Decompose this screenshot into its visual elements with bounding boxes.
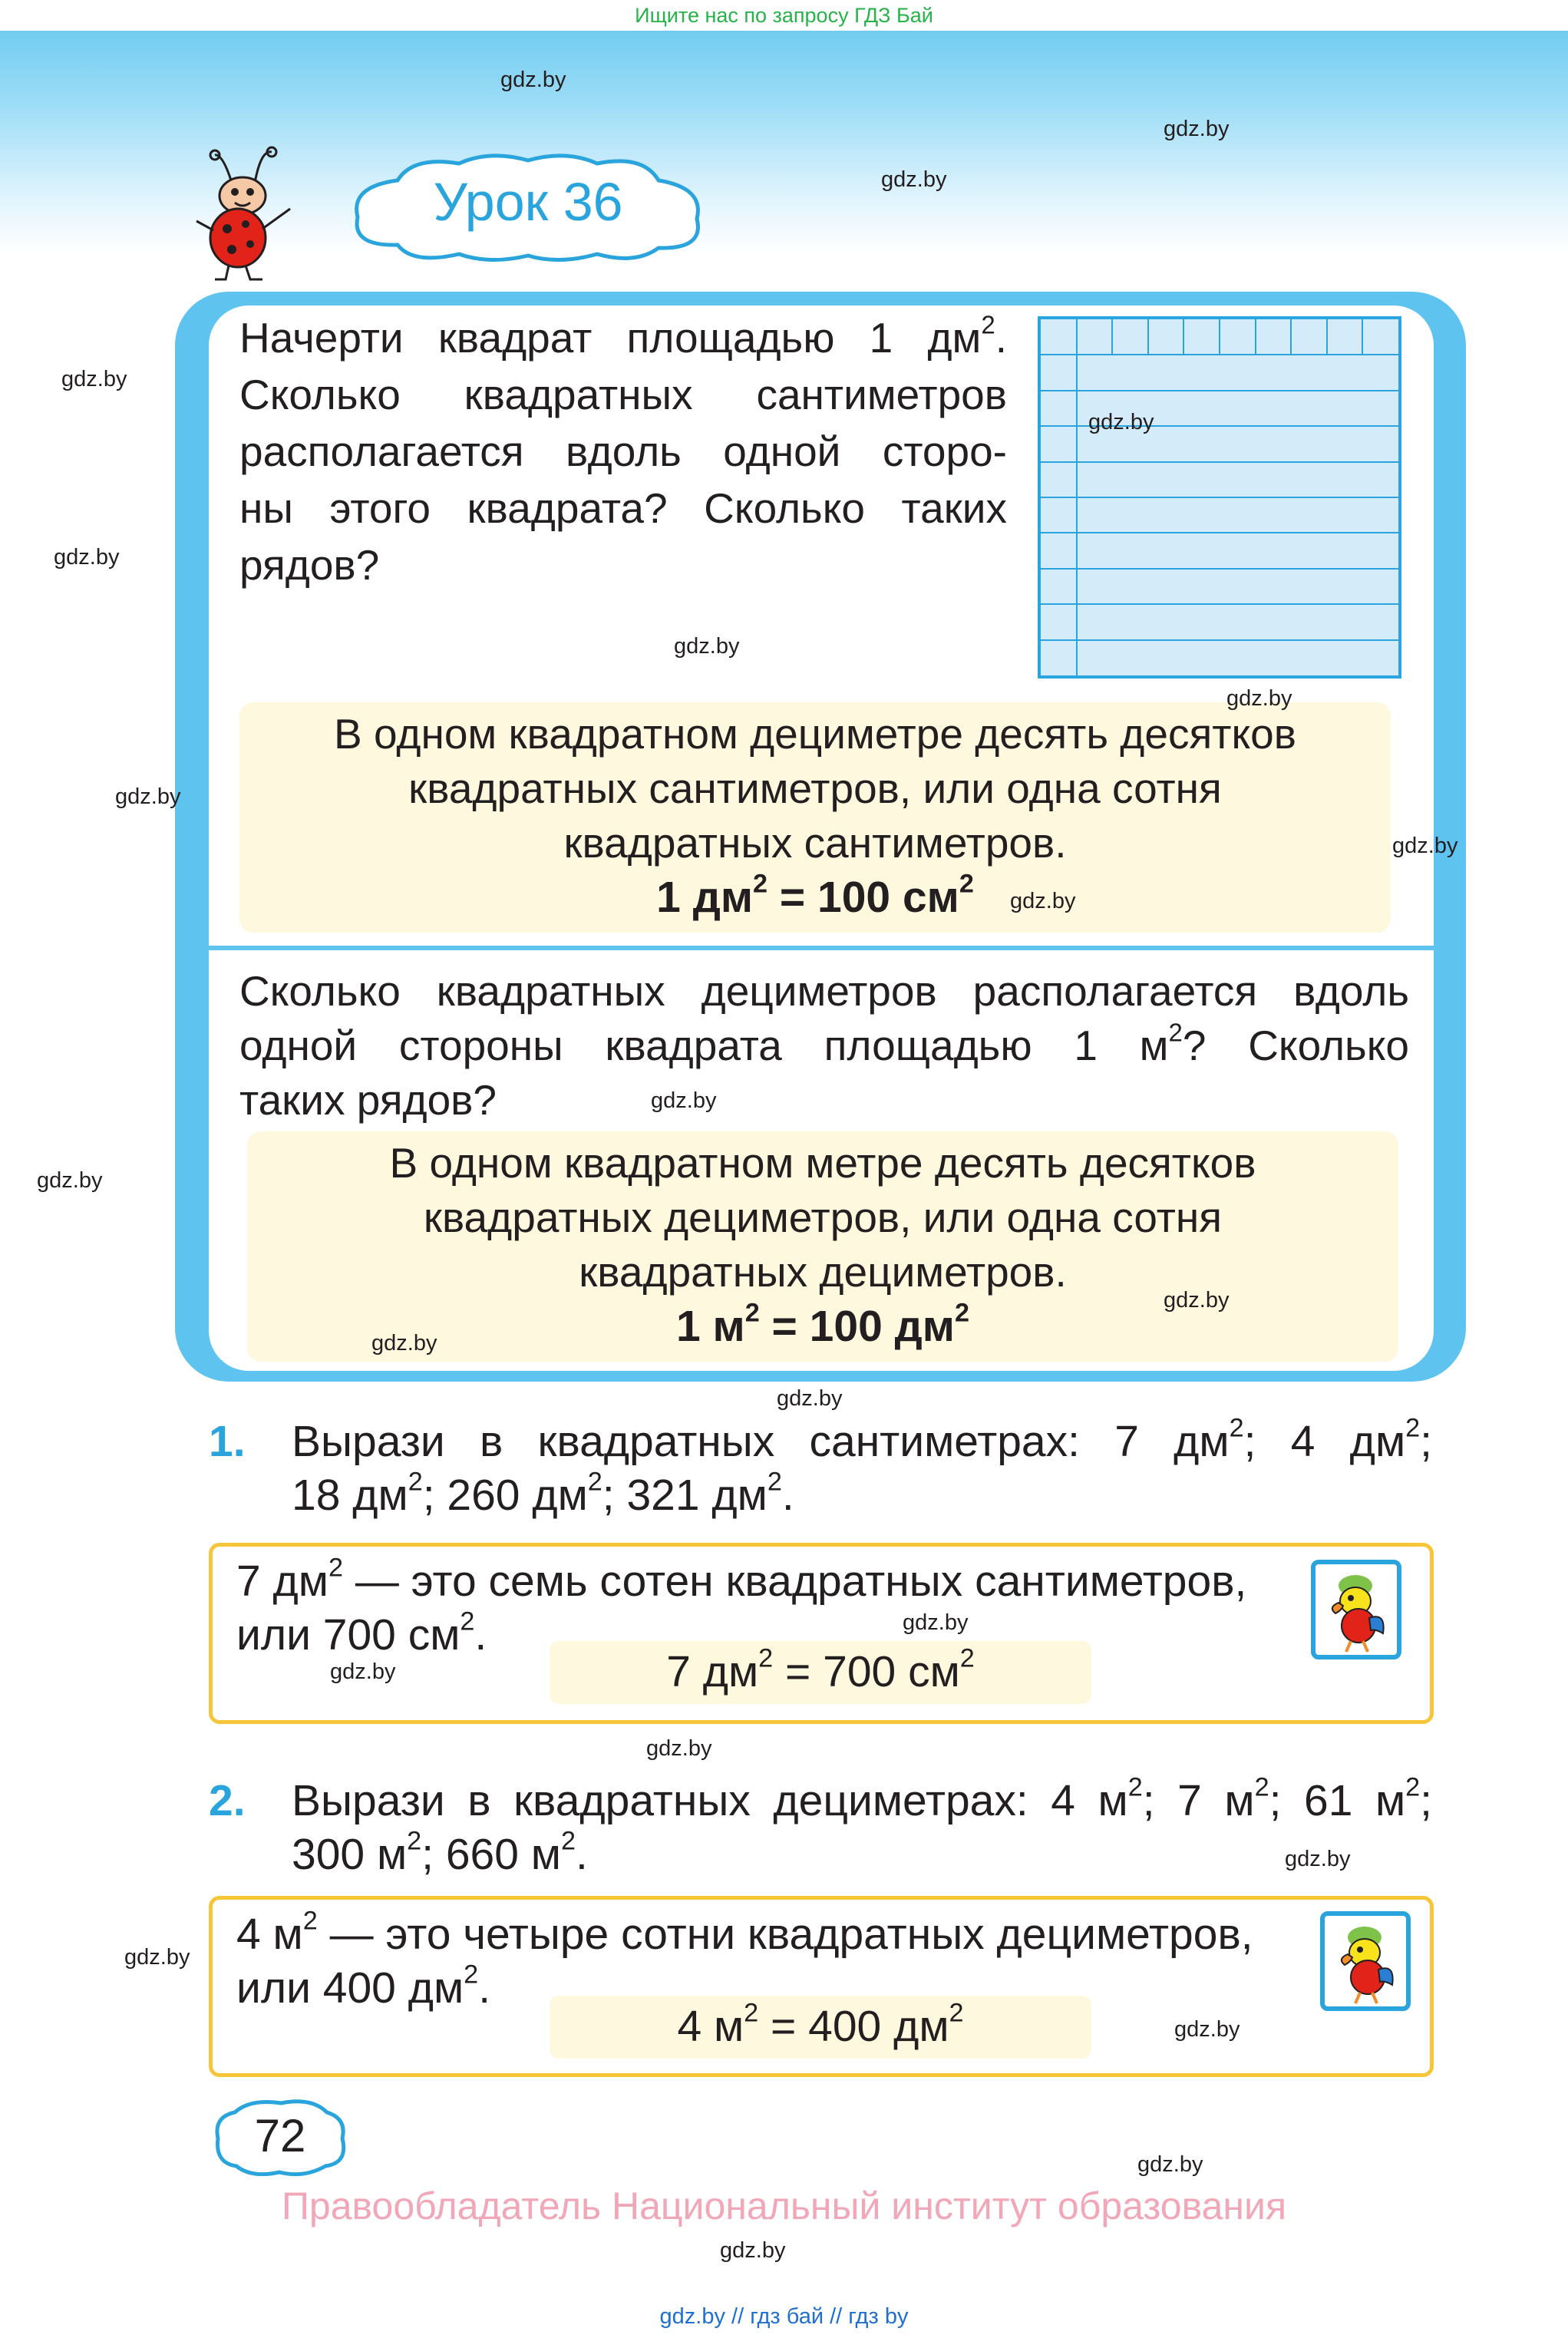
rule-box-2 xyxy=(247,1131,1398,1362)
question-1-line-1: Начерти квадрат площадью 1 $дм^2$. xyxy=(239,310,1007,362)
task-1-text xyxy=(292,1415,1432,1522)
watermark: gdz.by xyxy=(1137,2152,1203,2177)
watermark: gdz.by xyxy=(61,367,127,391)
ladybug-mascot-icon xyxy=(192,138,299,284)
task-1-example-line-2: или 700 $см^2$. xyxy=(236,1607,487,1659)
lesson-title-cloud xyxy=(344,150,712,265)
watermark: gdz.by xyxy=(651,1088,717,1113)
watermark: gdz.by xyxy=(115,784,181,809)
watermark: gdz.by xyxy=(674,634,740,659)
task-2-example-formula: 4 $м^2 = 400$ $дм^2$ xyxy=(550,1996,1091,2059)
task-2-number: 2. xyxy=(209,1776,246,1825)
task-2-example-line-2: или 400 $дм^2$. xyxy=(236,1960,491,2013)
theory-question-2 xyxy=(239,964,1409,1128)
task-2-example-line-1: 4 $м^2$ — это четыре сотни квадратных дециметров, xyxy=(236,1906,1253,1959)
task-1-example-line-1: 7 $дм^2$ — это семь сотен квадратных сантиметров, xyxy=(236,1553,1247,1606)
rule-2-line-2: квадратных дециметров, или одна сотня xyxy=(423,1194,1223,1241)
watermark: gdz.by xyxy=(500,68,566,92)
watermark: gdz.by xyxy=(777,1386,843,1411)
question-1-line-2: Сколько квадратных сантиметров xyxy=(239,371,1007,418)
task-1-line-2: 18 $дм^2$; 260 $дм^2$; 321 $дм^2$. xyxy=(292,1467,794,1520)
watermark: gdz.by xyxy=(1285,1847,1351,1871)
watermark: gdz.by xyxy=(37,1168,103,1193)
rule-2-line-1: В одном квадратном метре десять десятков xyxy=(389,1139,1256,1187)
watermark: gdz.by xyxy=(1226,686,1292,711)
watermark: gdz.by xyxy=(903,1610,969,1635)
watermark: gdz.by xyxy=(881,167,947,192)
question-1-line-4: ны этого квадрата? Сколько таких xyxy=(239,484,1007,532)
watermark: gdz.by xyxy=(1174,2017,1240,2042)
task-1-number: 1. xyxy=(209,1417,246,1466)
formula-1: 1 $дм^2 = 100$ $см^2$ xyxy=(656,869,974,922)
watermark: gdz.by xyxy=(720,2238,786,2263)
grid-lines xyxy=(1041,319,1398,675)
theory-divider xyxy=(209,946,1434,950)
task-1-line-1: Вырази в квадратных сантиметрах: 7 $дм^2$; 4 $дм^2$; xyxy=(292,1413,1432,1466)
watermark: gdz.by xyxy=(1392,834,1458,858)
watermark: gdz.by xyxy=(371,1331,437,1356)
task-1-example-formula: 7 $дм^2 = 700$ $см^2$ xyxy=(550,1641,1091,1704)
task-2-text xyxy=(292,1774,1432,1881)
formula-2: 1 $м^2 = 100$ $дм^2$ xyxy=(676,1298,969,1351)
watermark: gdz.by xyxy=(330,1659,396,1684)
question-1-line-5: рядов? xyxy=(239,541,380,589)
question-2-line-1: Сколько квадратных дециметров располагается вдоль xyxy=(239,967,1409,1015)
question-1-line-3: располагается вдоль одной сторо- xyxy=(239,428,1007,475)
rule-1-line-1: В одном квадратном дециметре десять десятков xyxy=(334,710,1296,758)
question-2-line-2: одной стороны квадрата площадью 1 $м^2$? Сколько xyxy=(239,1018,1409,1069)
footer-links[interactable]: gdz.by // гдз бай // гдз by xyxy=(659,2304,909,2329)
task-2-line-2: 300 $м^2$; 660 $м^2$. xyxy=(292,1826,588,1879)
theory-question-1 xyxy=(239,309,1007,593)
task-2-line-1: Вырази в квадратных дециметрах: 4 $м^2$; 7 $м^2$; 61 $м^2$; xyxy=(292,1772,1432,1825)
watermark: gdz.by xyxy=(54,545,120,570)
question-2-line-3: таких рядов? xyxy=(239,1076,497,1124)
watermark: gdz.by xyxy=(1164,117,1230,141)
page-number: 72 xyxy=(254,2110,306,2161)
lesson-title: Урок 36 xyxy=(433,172,623,232)
watermark: gdz.by xyxy=(1164,1288,1230,1313)
rule-2-line-3: квадратных дециметров. xyxy=(579,1248,1067,1296)
watermark: gdz.by xyxy=(1010,889,1076,913)
rule-1-line-3: квадратных сантиметров. xyxy=(563,819,1067,867)
watermark: gdz.by xyxy=(646,1736,712,1761)
watermark: gdz.by xyxy=(124,1945,190,1970)
parrot-helper-icon-2 xyxy=(1320,1911,1411,2011)
top-banner[interactable]: Ищите нас по запросу ГДЗ Бай xyxy=(0,0,1568,31)
copyright-notice: Правообладатель Национальный институт образования xyxy=(281,2184,1287,2227)
watermark: gdz.by xyxy=(1088,410,1154,434)
rule-box-1 xyxy=(239,702,1391,933)
rule-1-line-2: квадратных сантиметров, или одна сотня xyxy=(408,764,1222,812)
parrot-helper-icon xyxy=(1311,1560,1401,1659)
square-grid-illustration xyxy=(1038,316,1401,679)
